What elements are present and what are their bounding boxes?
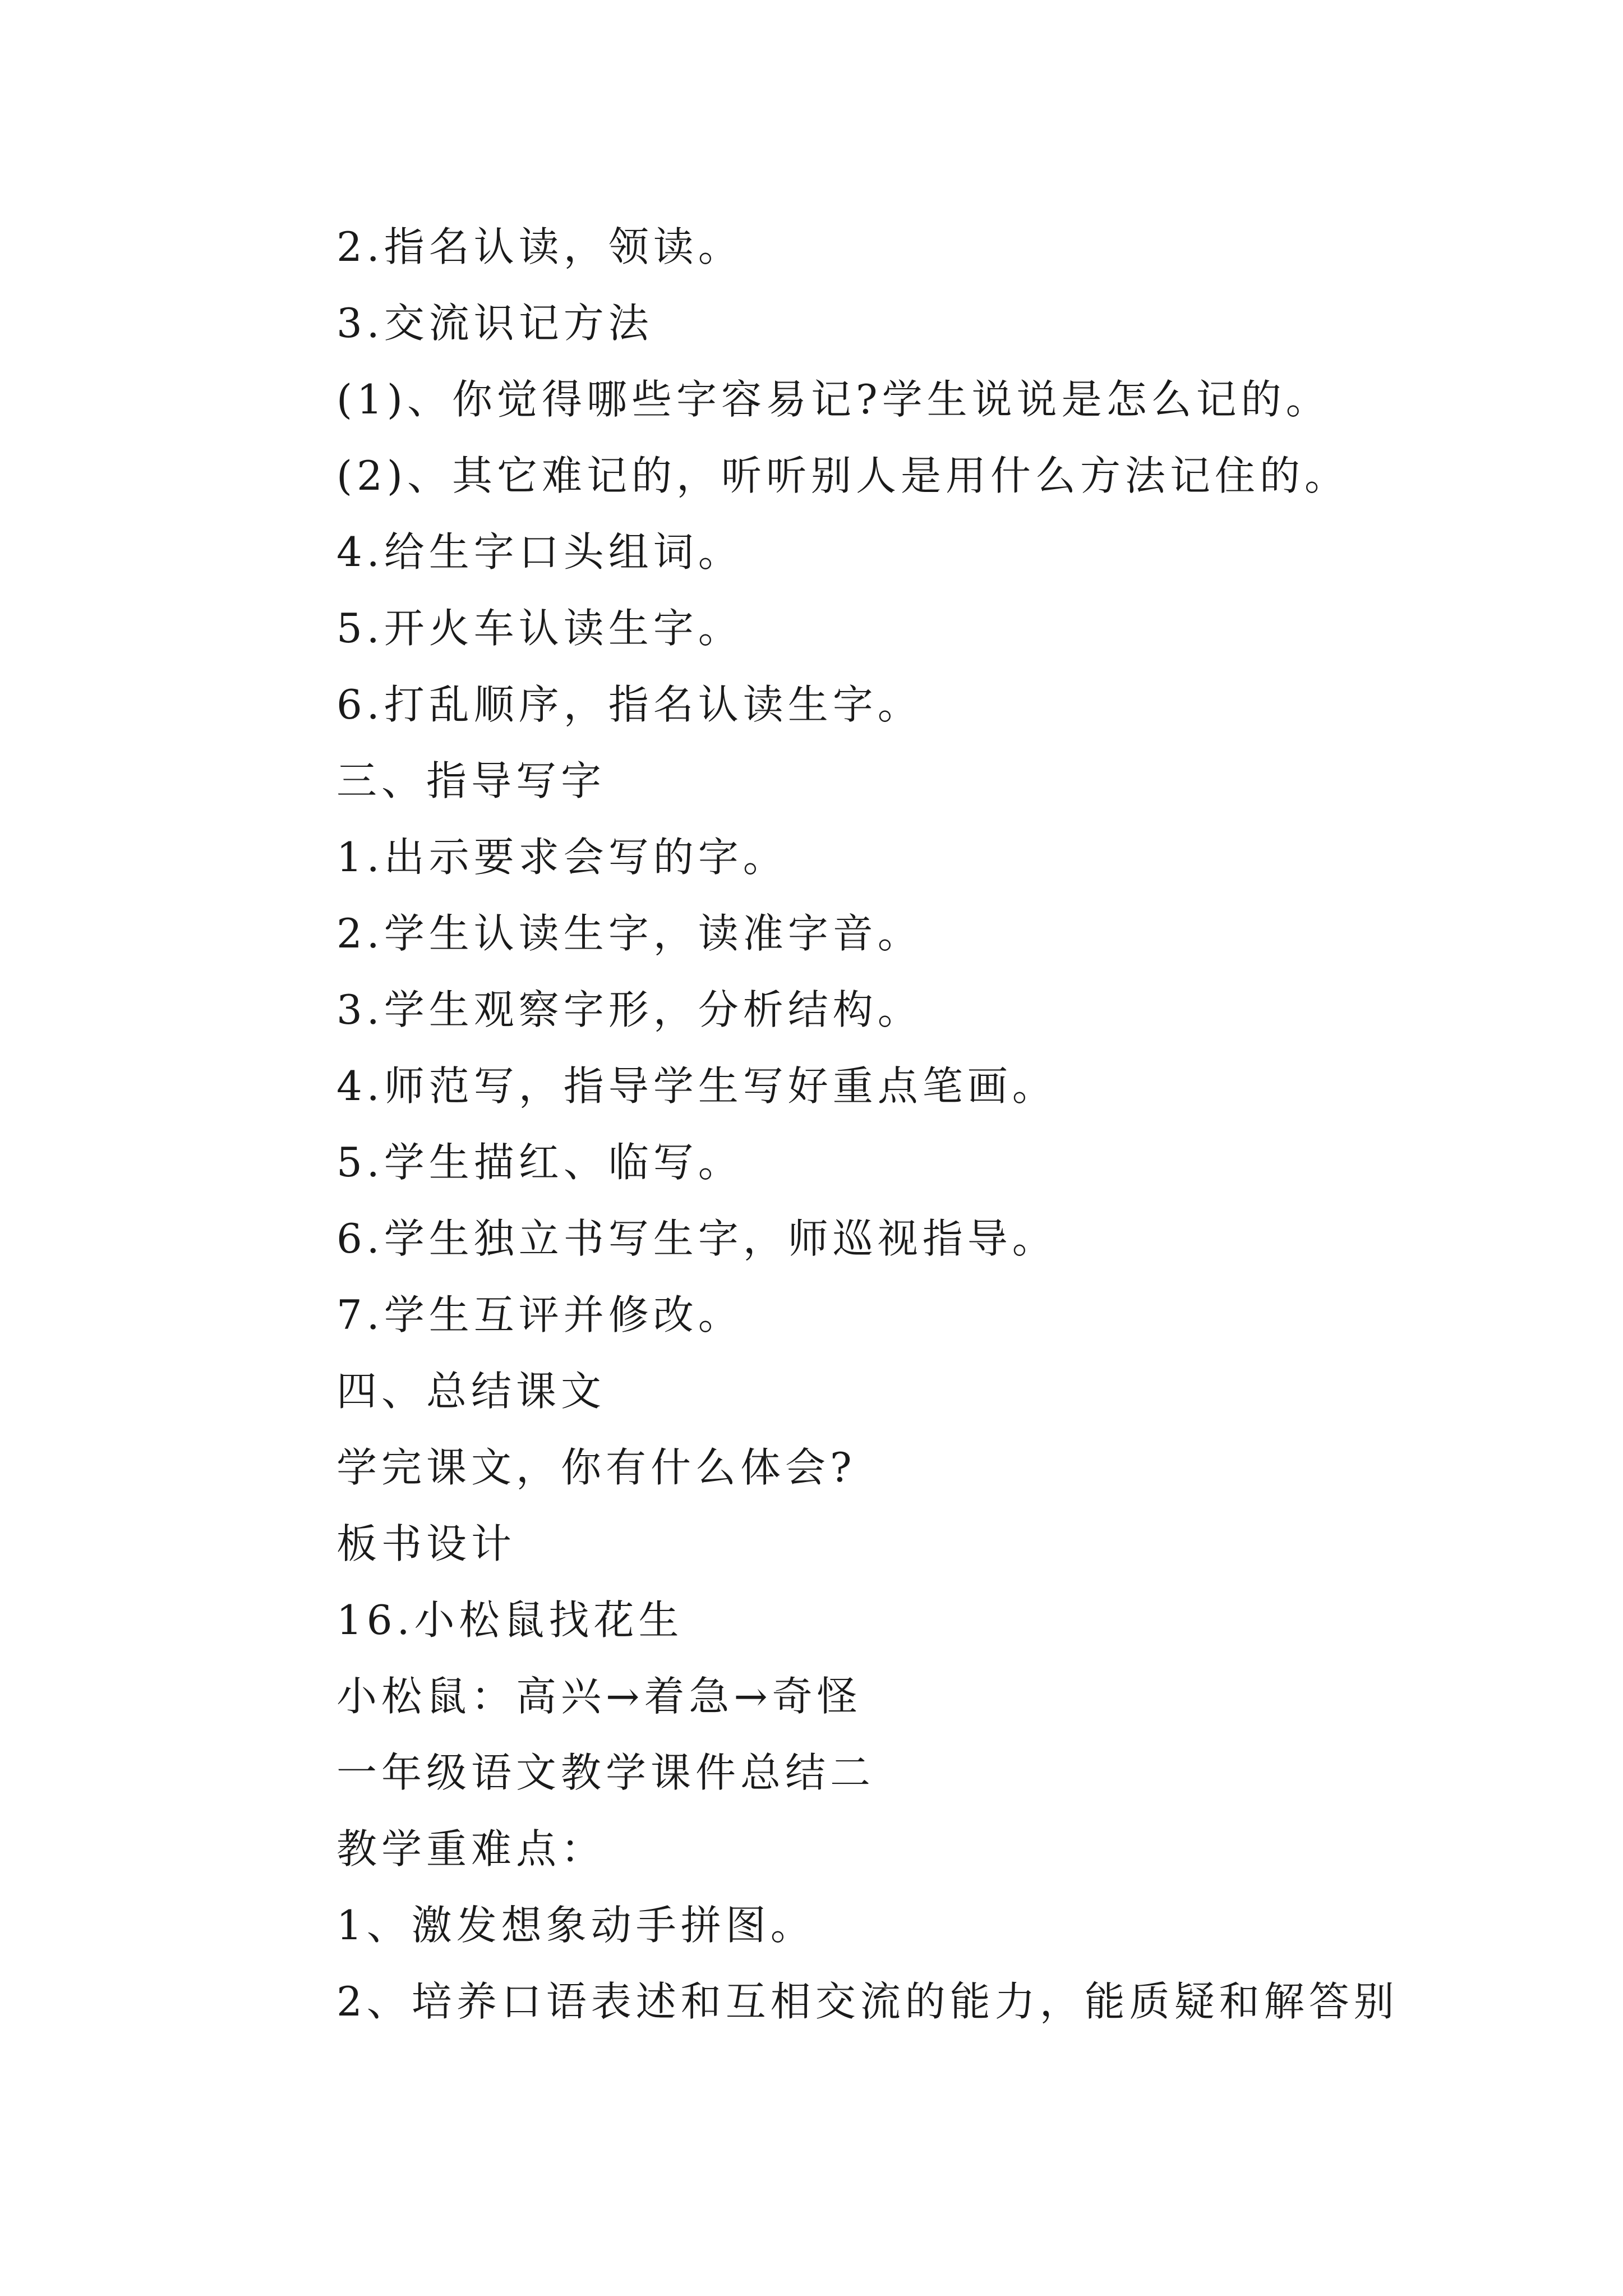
text-line: 3.学生观察字形，分析结构。 [336, 986, 923, 1033]
text-line: 小松鼠：高兴→着急→奇怪 [336, 1673, 862, 1720]
section-heading: 四、总结课文 [336, 1368, 606, 1415]
text-line: 学完课文，你有什么体会? [336, 1444, 856, 1491]
text-line: (2)、其它难记的，听听别人是用什么方法记住的。 [336, 452, 1349, 499]
text-line: 4.给生字口头组词。 [336, 528, 743, 576]
section-heading: 3.交流识记方法 [336, 300, 653, 347]
text-line: 教学重难点： [336, 1825, 606, 1872]
text-line: 16.小松鼠找花生 [336, 1596, 684, 1644]
text-line: 1.出示要求会写的字。 [336, 834, 788, 881]
text-line: 2.指名认读，领读。 [336, 223, 743, 270]
text-line: 6.打乱顺序，指名认读生字。 [336, 681, 923, 728]
section-heading: 一年级语文教学课件总结二 [336, 1749, 875, 1796]
document-body [336, 209, 1458, 2040]
text-line: 6.学生独立书写生字，师巡视指导。 [336, 1215, 1057, 1262]
text-line: 2.学生认读生字，读准字音。 [336, 910, 923, 957]
text-line: 5.学生描红、临写。 [336, 1139, 743, 1186]
text-line: (1)、你觉得哪些字容易记?学生说说是怎么记的。 [336, 376, 1331, 423]
text-line: 4.师范写，指导学生写好重点笔画。 [336, 1062, 1057, 1110]
text-line: 1、激发想象动手拼图。 [336, 1902, 815, 1949]
text-line: 5.开火车认读生字。 [336, 605, 743, 652]
section-heading: 三、指导写字 [336, 757, 606, 804]
text-line: 7.学生互评并修改。 [336, 1291, 743, 1338]
text-line: 2、培养口语表述和互相交流的能力，能质疑和解答别 [336, 1978, 1399, 2025]
section-heading: 板书设计 [336, 1520, 517, 1567]
